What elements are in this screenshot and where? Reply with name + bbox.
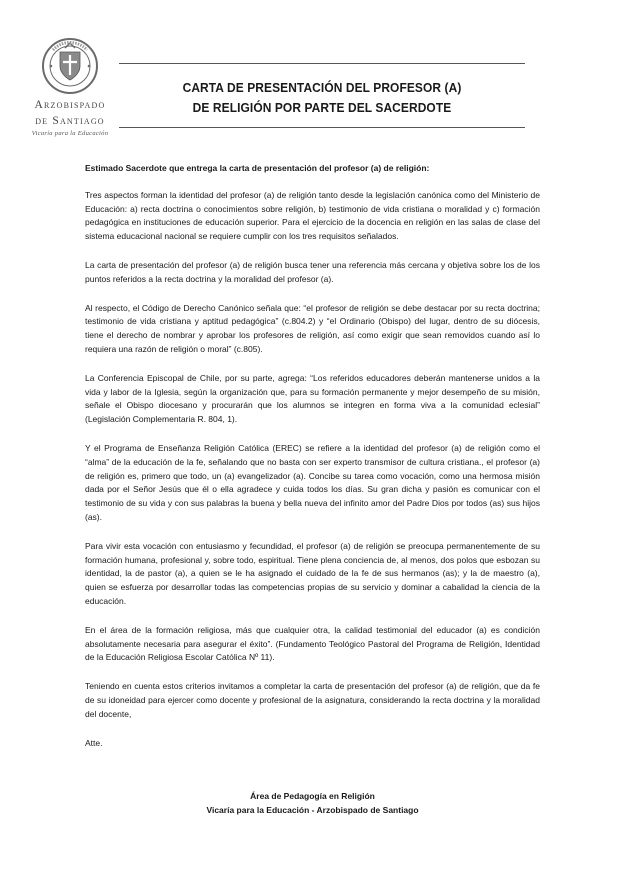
logo-org-line2: de Santiago: [35, 115, 105, 127]
paragraph: Teniendo en cuenta estos criterios invitamos a completar la carta de presentación del profesor (a) de religión, que da fe de su idoneidad para ejercer como docente y profesional de la asignatura, considerando la recta doctrina y la moralidad del docente,: [85, 681, 540, 719]
paragraph: Tres aspectos forman la identidad del profesor (a) de religión tanto desde la legislación canónica como del Ministerio de Educación: a) recta doctrina o conocimientos sobre religión, b) testimonio de vida cristiana o moralidad y c) formación pedagógica en instituciones de educación superior. Para el ejercicio de la docencia en religión en las salas de clase del sistema educacional nacional se requiere cumplir con los tres requisitos señalados.: [85, 189, 540, 242]
greeting: Estimado Sacerdote que entrega la carta de presentación del profesor (a) de religión:: [85, 163, 430, 173]
archdiocese-logo: [20, 36, 120, 137]
footer-line-1: Área de Pedagogía en Religión: [250, 791, 375, 801]
paragraph: Para vivir esta vocación con entusiasmo y fecundidad, el profesor (a) de religión se preocupa permanentemente de su formación humana, profesional y, sobre todo, espiritual. Tiene plena conciencia de, al menos, dos polos que esbozan su identidad, la de pastor (a), a quien se le ha asignado el cuidado de la fe de sus hermanos (as); y la de maestro (a), quien se esfuerza por desarrollar todas las competencias propias de su servicio y dominar a cabalidad la ciencia de la educación.: [85, 540, 540, 606]
coat-of-arms-icon: [41, 36, 99, 96]
title-line-2: DE RELIGIÓN POR PARTE DEL SACERDOTE: [192, 100, 452, 115]
header-bottom-rule: [119, 127, 525, 128]
closing: Atte.: [85, 737, 103, 748]
paragraph: Al respecto, el Código de Derecho Canónico señala que: “el profesor de religión se debe destacar por su recta doctrina; testimonio de vida cristiana y aptitud pedagógica” (c.804.2) y “el Ordinario (Obispo) del lugar, dentro de su diócesis, tiene el derecho de nombrar y aprobar los profesores de religión, así como exigir que sean removidos cuando así lo requiera una razón de religión o moral” (c.805).: [85, 302, 540, 354]
logo-org-line1: Arzobispado: [34, 99, 106, 111]
paragraph: Y el Programa de Enseñanza Religión Católica (EREC) se refiere a la identidad del profesor (a) de religión como el “alma” de la educación de la fe, señalando que no basta con ser experto transmisor de cultura cristiana., el profesor (a) de religión es, primero que todo, un (a) evangelizador (a). Concibe su tarea como vocación, como una hermosa misión dada por el Señor Jesús que él o ella agradece y cuida todos los días. Su gran dicha y pasión es comunicar con el testimonio de su vida y con sus palabras la buena y bella nueva del infinito amor del Padre Dios por todos (as) sus hijos (as).: [85, 442, 540, 522]
title-line-1: CARTA DE PRESENTACIÓN DEL PROFESOR (A): [182, 80, 462, 95]
document-title: [135, 78, 509, 118]
paragraph: La Conferencia Episcopal de Chile, por su parte, agrega: “Los referidos educadores deberán mantenerse unidos a la vida y labor de la Iglesia, según la organización que, para su formación permanente y mejor desempeño de su misión, señale el Obispo diocesano y procurarán que los alumnos se integren en forma viva a la comunidad eclesial” (Legislación Complementaria R. 804, 1).: [85, 372, 540, 425]
footer: [85, 789, 540, 817]
header-top-rule: [119, 63, 525, 64]
logo-subtitle: Vicaría para la Educación: [31, 130, 109, 137]
paragraph: En el área de la formación religiosa, más que cualquier otra, la calidad testimonial del educador (a) es condición absolutamente necesaria para asegurar el éxito”. (Fundamento Teológico Pastoral del Programa de Religión, Identidad de la Educación Religiosa Escolar Católica Nº 11).: [85, 624, 540, 663]
paragraph: La carta de presentación del profesor (a) de religión busca tener una referencia más cercana y objetiva sobre los de los puntos referidos a la recta doctrina y la moralidad del profesor (a).: [85, 259, 540, 284]
footer-line-2: Vicaría para la Educación - Arzobispado de Santiago: [206, 805, 419, 815]
letter-body: [85, 162, 540, 765]
header-mark: .: [312, 124, 314, 130]
